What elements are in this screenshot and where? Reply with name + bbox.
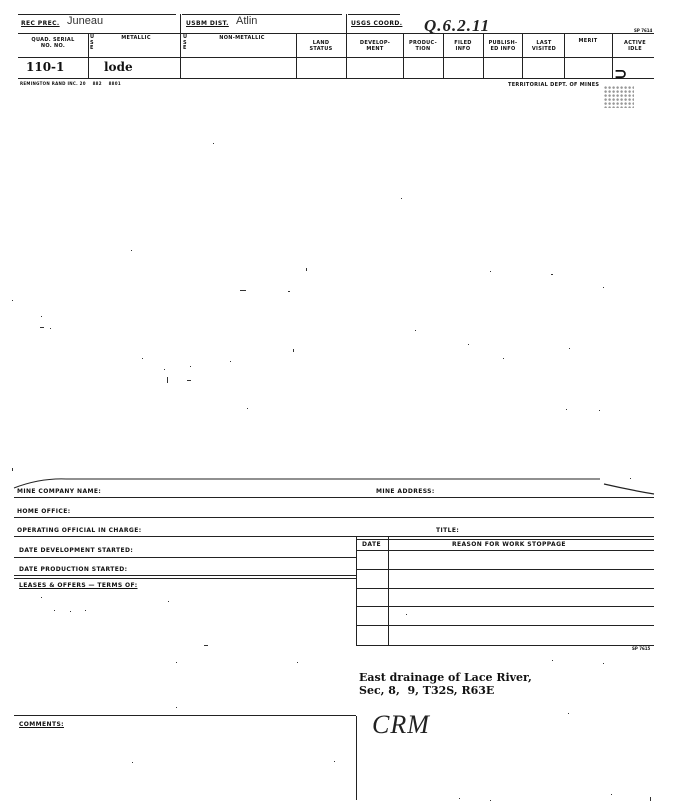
form-number-top: SP 7614	[634, 28, 653, 33]
active-status-mark: ⊃	[614, 64, 628, 83]
col-use-nonmetallic: U S E	[183, 34, 188, 51]
col-land-status: LAND STATUS	[309, 40, 333, 52]
location-line-1: East drainage of Lace River,	[359, 671, 532, 684]
usbm-dist-label: USBM DIST.	[186, 20, 229, 27]
mine-address-label: MINE ADDRESS:	[376, 488, 435, 495]
stoppage-date-header: DATE	[362, 541, 381, 548]
usgs-coord-value: Q.6.2.11	[424, 16, 491, 35]
col-production: PRODUC- TION	[409, 40, 437, 52]
usbm-dist-value: Atlin	[236, 15, 258, 27]
date-development-started-label: DATE DEVELOPMENT STARTED:	[19, 547, 134, 554]
printer-line: REMINGTON RAND INC. 20 882 8801	[20, 81, 121, 86]
leases-offers-label: LEASES & OFFERS — TERMS OF:	[19, 582, 138, 589]
card-edge-curves	[0, 474, 678, 498]
col-quad-serial: QUAD. SERIAL NO. NO.	[31, 37, 75, 49]
title-label: TITLE:	[436, 527, 460, 534]
col-non-metallic: NON-METALLIC	[219, 35, 265, 41]
territorial-line: TERRITORIAL DEPT. OF MINES	[508, 82, 600, 88]
col-filed-info: FILED INFO	[454, 40, 472, 52]
usgs-coord-label: USGS COORD.	[351, 20, 403, 27]
col-merit: MERIT	[578, 38, 598, 44]
operating-official-label: OPERATING OFFICIAL IN CHARGE:	[17, 527, 142, 534]
form-number-bottom: SP 7615	[632, 646, 651, 651]
col-last-visited: LAST VISITED	[531, 40, 557, 52]
col-active-idle: ACTIVE IDLE	[624, 40, 646, 52]
handwritten-initials: CRM	[372, 710, 430, 739]
col-published-info: PUBLISH- ED INFO	[488, 40, 518, 52]
rec-prec-label: REC PREC.	[21, 20, 60, 27]
metallic-value: lode	[104, 60, 133, 74]
date-production-started-label: DATE PRODUCTION STARTED:	[19, 566, 128, 573]
rec-prec-value: Juneau	[67, 15, 104, 27]
location-line-2: Sec, 8, 9, T32S, R63E	[359, 684, 495, 697]
col-metallic: METALLIC	[121, 35, 151, 41]
mine-company-name-label: MINE COMPANY NAME:	[17, 488, 102, 495]
quad-serial-value: 110-1	[26, 60, 65, 74]
comments-label: COMMENTS:	[19, 721, 64, 728]
stoppage-reason-header: REASON FOR WORK STOPPAGE	[452, 541, 566, 548]
col-use-metallic: U S E	[90, 34, 95, 51]
home-office-label: HOME OFFICE:	[17, 508, 71, 515]
col-development: DEVELOP- MENT	[359, 40, 391, 52]
stamp-smudge	[604, 86, 634, 108]
